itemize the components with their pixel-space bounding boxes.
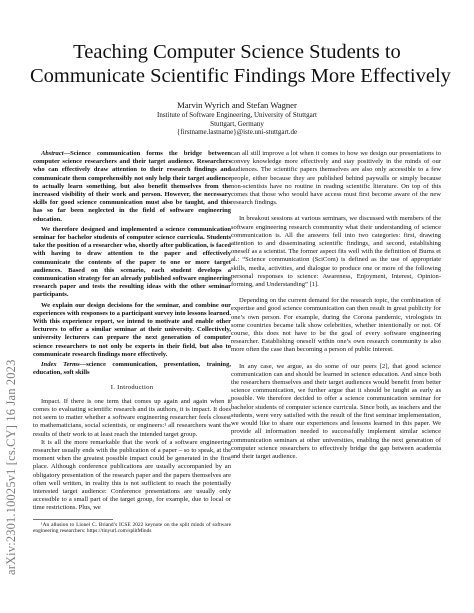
email: {firstname.lastname}@iste.uni-stuttgart.de (176, 128, 298, 137)
body-paragraph-3: Depending on the current demand for the research topic, the combination of expertise and good science communication can then result in great publicity for one’s own person. For example, during the Corona pandemic, virologists in some countries became talk show celebrities, whether intentionally or not. Of course, this does not have to be the goal of every software engineering researcher. Establishing oneself within one’s own research community is also more often the case than becoming a person of public interest. (231, 297, 441, 354)
abstract-paragraph-2: We therefore designed and implemented a science communication seminar for bachelor students of computer science curricula. Students take the position of a researcher who, shortly after publication, is faced with having to draw attention to the paper and effectively communicate the contents of the paper to one or more target audiences. Based on this scenario, each student develops a communication strategy for an already published software engineering research paper and tests the resulting ideas with the other seminar participants. (33, 225, 231, 299)
author-block (80, 100, 394, 137)
footnote-text: ¹An allusion to Lionel C. Briand’s ICSE 2022 keynote on the split minds of software engineering researchers: https://tinyurl.com/splitMinds (33, 521, 231, 535)
abstract (33, 150, 231, 359)
abstract-label: Abstract (41, 150, 64, 157)
title-line-2: Communicate Scientific Findings More Effectively (30, 65, 451, 87)
right-column (231, 150, 441, 461)
intro-paragraph-2: It is all the more remarkable that the work of a software engineering researcher usually ends with the publication of a paper – so to speak, at the moment when the greatest possible impact could be generated in the first place. Although conference publications are usually accompanied by an obligatory presentation of the research paper and the papers themselves are often well written, in reality this is not sufficient to reach the potentially interested target audience: Conference presentations are usually only accessible to a small part of the target group, for example, due to local or time restrictions. Plus, we (33, 438, 231, 512)
arxiv-identifier: arXiv:2301.10025v1 [cs.CY] 16 Jan 2023 (4, 359, 18, 575)
body-paragraph-4: In any case, we argue, as do some of our peers [2], that good science communication can and should be learned in science education. And since both the researchers themselves and their target audiences would benefit from better science communication, we further argue that it should be taught as early as possible. We therefore decided to offer a science communication seminar for bachelor students of computer science curricula. Since both, as teachers and the students, were very satisfied with the result of the first seminar implementation, we would like to share our experiences and lessons learned in this paper. We provide all information needed to successfully implement similar science communication seminars at other universities, enabling the next generation of computer science researchers to effectively bridge the gap between academia and their target audience. (231, 362, 441, 460)
index-terms-label: Index Terms (41, 361, 80, 369)
title-line-1: Teaching Computer Science Students to (73, 41, 401, 63)
section-heading-introduction: I. Introduction (110, 384, 154, 392)
left-column (33, 150, 231, 535)
abstract-paragraph-3: We explain our design decisions for the seminar, and combine our experiences with responses to a participant survey into lessons learned. With this experience report, we intend to motivate and enable other lecturers to offer a similar seminar at their university. Collectively, university lecturers can prepare the next generation of computer science researchers to not only be experts in their field, but also to communicate research findings more effectively. (33, 301, 231, 358)
intro-paragraph-1: Impact. If there is one term that comes up again and again when it comes to evaluating scientific research and its authors, it is impact. It does not seem to matter whether a software engineering researcher feels closest to mathematicians, social scientists, or engineers:¹ all researchers want the results of their work to at least reach the intended target group. (33, 397, 231, 438)
body-paragraph-continued: can all still improve a lot when it comes to how we design our presentations to convey knowledge more effectively and stay positively in the minds of our audiences. The scientific papers themselves are also only accessible to a few people, either because they are published behind paywalls or simply because non-scientists have no routine in reading scientific literature. On top of this comes that those who would have access must first become aware of the new research findings. (231, 150, 441, 207)
location: Stuttgart, Germany (210, 119, 264, 128)
author-names: Marvin Wyrich and Stefan Wagner (177, 100, 297, 110)
affiliation: Institute of Software Engineering, University of Stuttgart (157, 111, 317, 119)
body-paragraph-2: In breakout sessions at various seminars, we discussed with members of the software engineering research community what their understanding of science communication is. All the answers fell into two categories: first, drawing attention to and disseminating scientific findings, and second, establishing oneself as a scientist. The former aspect fits well with the definition of Burns et al.: “Science communication (SciCom) is defined as the use of appropriate skills, media, activities, and dialogue to produce one or more of the following personal responses to science: Awareness, Enjoyment, Interest, Opinion-forming, and Understanding” [1]. (231, 215, 441, 289)
paper-title (30, 40, 451, 88)
index-terms: Index Terms—science communication, presentation, training, education, soft skills (33, 361, 231, 377)
abstract-paragraph-1: Abstract—Science communication forms the bridge between computer science researchers and their target audience. Researchers who can effectively draw attention to their research findings and communicate them comprehensibly not only help their target audience to actually learn something, but also benefit themselves from the increased visibility of their work and person. However, the necessary skills for good science communication must also be taught, and this has so far been neglected in the field of software engineering education. (33, 150, 231, 223)
